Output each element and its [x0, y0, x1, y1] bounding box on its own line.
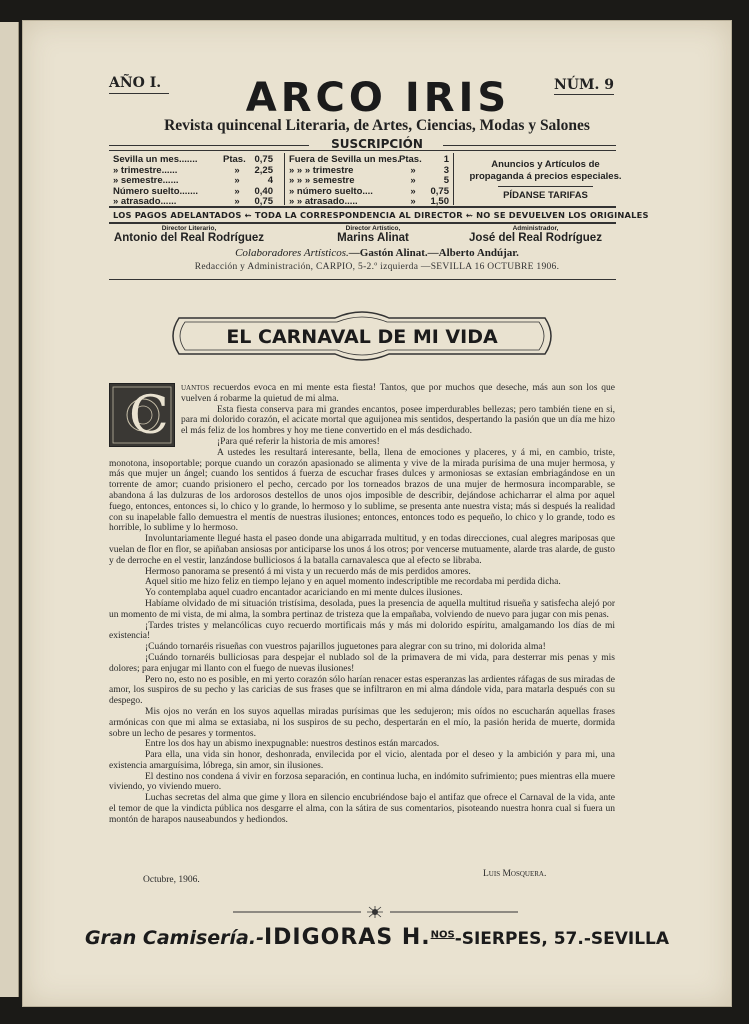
collaborators-label: Colaboradores Artísticos.	[235, 247, 349, 259]
subscription-row-price: 0,75	[254, 196, 273, 207]
subscription-row-price: 2,25	[254, 164, 273, 176]
ornamental-initial	[109, 383, 175, 447]
banner-frame	[165, 310, 559, 362]
paragraph: Hermoso panorama se presentó á mi vista y un recuerdo más de mis perdidos amores.	[145, 566, 471, 577]
paragraph: ¡Para qué referir la historia de mis amores!	[217, 436, 380, 447]
ditto-mark: »	[234, 164, 240, 176]
year-label: AÑO I.	[109, 75, 162, 91]
initial-c-icon	[109, 383, 175, 447]
newspaper-page	[22, 20, 732, 1007]
table-divider-2	[453, 153, 454, 205]
article-title-banner	[165, 310, 559, 362]
subscription-row	[289, 154, 449, 165]
staff-artistic-director	[293, 225, 453, 244]
subscription-row-label: » atrasado......	[113, 196, 177, 207]
footer-ad-part3	[431, 929, 669, 949]
initial-letter: C	[129, 386, 169, 446]
subscription-heading: SUSCRIPCIÓN	[331, 137, 423, 151]
paragraph: Mis ojos no verán en los suyos aquellas miradas purísimas que les sedujeron; mis oídos no escucharán aquellas frases armónicas con que mi alma se extasiaba, ni los suspiros de su pecho, despertarán en el mío, la pasión herida de muerte, dormida sobre un lecho de pesares y tormentos.	[109, 706, 615, 739]
subscription-row	[289, 175, 449, 186]
paragraph: A ustedes les resultará interesante, bella, llena de emociones y placeres, y á mi, en cambio, triste, monotona, insoportable; porque cuando un corazón apasionado se alimenta y vive de la mirada purísima de una mujer hermosa, y más que mujer un ángel; cuando los sentidos á fuerza de escuchar frases dulces y armoniosas se extasían embriagándose en un torrente de amor; cuando prisionero el pecho, cercado por los torneados brazos de una mujer de hermosura incomparable, se abandona á las dulzuras de los ardorosos destellos de unos ojos imposible de describir, dejándose achicharrar el alma por aquel fuego, entonces, entonces si, lo chico y lo grande, lo hermoso y lo sublime, se presenta ante nuestra vista; más si después la realidad con su inapelable fallo demuestra el mentís de nuestras ilusiones; entonces, entonces todo es pequeño, lo chico y lo grande, todo es horrible, lo sublime y lo hermoso.	[109, 447, 615, 534]
subscription-row-label: Fuera de Sevilla un mes.	[289, 154, 400, 165]
subscription-row-label: » semestre......	[113, 175, 179, 186]
rule-notice-bottom	[109, 222, 616, 224]
subscription-row-price: 1,50	[430, 196, 449, 207]
year-underline	[109, 93, 169, 94]
ads-text: Anuncios y Artículos de propaganda á precios especiales.	[469, 159, 622, 182]
paragraph: Para ella, una vida sin honor, deshonrada, envilecida por el vicio, alentada por el deseo y la ambición y para mi, una existencia amarguísima, lóbrega, sin amor, sin ilusiones.	[109, 750, 615, 771]
footer-ad-part1: Gran Camisería.-	[84, 927, 264, 949]
subscription-row-price: 0,75	[430, 185, 449, 197]
subscription-row-price: 5	[443, 175, 449, 186]
subscription-row-label: » » » trimestre	[289, 164, 354, 176]
staff-literary-director	[109, 225, 269, 244]
number-underline	[554, 94, 614, 95]
rule-right	[443, 145, 616, 146]
masthead-subtitle: Revista quincenal Literaria, de Artes, Ciencias, Modas y Salones	[164, 117, 590, 134]
ads-rule	[498, 186, 593, 187]
subscription-row	[289, 165, 449, 176]
subscription-row-label: » » atrasado.....	[289, 196, 358, 207]
subscription-row-label: Sevilla un mes.......	[113, 154, 198, 165]
ornament-divider-icon	[233, 906, 518, 918]
rule-top-table	[109, 150, 616, 151]
subscription-row	[289, 186, 449, 197]
ads-cta: PÍDANSE TARIFAS	[503, 190, 588, 201]
ditto-mark: »	[234, 175, 240, 186]
table-divider-1	[284, 153, 285, 205]
subscription-row	[113, 175, 273, 186]
article-title: EL CARNAVAL DE MI VIDA	[226, 326, 498, 348]
first-word: uantos	[181, 383, 210, 393]
ornament-divider	[233, 903, 518, 915]
staff-role: Director Artístico,	[345, 225, 401, 232]
paragraph: El destino nos condena á vivir en forzosa separación, en continua lucha, en indómito sufrimiento; pues mientras ella muere viviendo, yo viviendo muero.	[109, 771, 615, 793]
staff-role: Director Literario,	[161, 225, 217, 232]
address-line: Redacción y Administración, CARPIO, 5-2.º izquierda —SEVILLA 16 OCTUBRE 1906.	[194, 262, 560, 272]
ads-block	[463, 159, 628, 202]
article-body	[109, 383, 615, 826]
staff-role: Administrador,	[512, 225, 559, 232]
paragraph: Luchas secretas del alma que gime y llora en silencio encubriéndose bajo el antifaz que ofrece el Carnaval de la vida, ante el temor de que la vindicta pública nos desgarre el alma, con la sátira de sus comentarios, pisoteando nuestra honra cual si fuera un montón de harapos nauseabundos y hediondos.	[109, 793, 615, 825]
footer-ad-superscript: NOS	[430, 929, 455, 941]
payment-notice: LOS PAGOS ADELANTADOS ⇜ TODA LA CORRESPONDENCIA AL DIRECTOR ⇜ NO SE DEVUELVEN LOS ORIGINALES	[113, 210, 649, 220]
subscription-row-price: 0,75	[254, 154, 273, 165]
subscription-row-label: » » » semestre	[289, 175, 355, 186]
footer-ad-address: -SIERPES, 57.-SEVILLA	[454, 929, 670, 949]
price-header: Ptas.	[223, 154, 246, 165]
subscription-row-label: » trimestre......	[113, 164, 178, 176]
paragraph: Habíame olvidado de mi situación tristísima, desolada, pues la presencia de aquella multitud risueña y satisfecha alejó por un momento de mi vista, de mi alma, la sombra pertinaz de tristeza que la empañaba, volviendo de nuevo para jugar con mis penas.	[109, 598, 615, 620]
ditto-mark: »	[410, 175, 416, 186]
paragraph: Aquel sitio me hizo feliz en tiempo lejano y en aquel momento indescriptible me recordaba mi perdida dicha.	[145, 577, 561, 588]
subscription-row-price: 1	[443, 154, 449, 165]
paragraph: ¡Cuándo tornaréis risueñas con vuestros pajarillos juguetones para alegrar con su trino, mi dolorida alma!	[145, 642, 546, 653]
subscription-row-label: Número suelto.......	[113, 185, 198, 197]
subscription-row	[113, 154, 273, 165]
article-author: Luis Mosquera.	[483, 869, 547, 879]
price-header: Ptas.	[399, 154, 422, 165]
paragraph: Involuntariamente llegué hasta el paseo donde una abigarrada multitud, y en todas direcciones, cual alegres mariposas que vuelan de flor en flor, se apiñaban ansiosas por anticiparse los unos á los otros; por vencerse mutuamente, alarde tras alarde, de gusto y de derroche en el vestir, lanzándose bulliciosos á la batalla carnavalesca que al efecto se libraba.	[109, 534, 615, 566]
subscription-row	[113, 165, 273, 176]
article-paragraphs	[109, 405, 615, 826]
collaborators-line	[23, 247, 731, 259]
paragraph: Entre los dos hay un abismo inexpugnable: nuestros destinos están marcados.	[145, 739, 440, 750]
masthead-title: ARCO IRIS	[245, 75, 511, 121]
rule-notice-top	[109, 206, 616, 208]
staff-administrator	[448, 225, 623, 244]
ditto-mark: »	[410, 185, 416, 197]
paragraph: ¡Tardes tristes y melancólicas cuyo recuerdo mortificais más y más mi dolorido espíritu, amalgamando los días de mi existencia!	[109, 620, 615, 642]
paragraph: Yo contemplaba aquel cuadro encantador acariciando en mi mente dulces ilusiones.	[145, 588, 463, 599]
staff-name: Antonio del Real Rodríguez	[113, 232, 265, 244]
subscription-row-label: » número suelto....	[289, 185, 373, 197]
ditto-mark: »	[234, 185, 240, 197]
ditto-mark: »	[234, 196, 240, 207]
paragraph: Esta fiesta conserva para mi grandes encantos, posee imperdurables bellezas; pero también tiene en si, para mi dolorido corazón, el acicate mortal que aguijonea mis sentidos, despertando la pasión que un día me hizo el más feliz de los hombres y hoy me tiene convertido en el más desdichado.	[181, 404, 615, 437]
footer-advertisement	[23, 925, 731, 950]
subscription-row-price: 4	[267, 175, 273, 186]
footer-ad-part2: IDIGORAS H.	[263, 925, 431, 950]
ditto-mark: »	[410, 164, 416, 176]
paragraph: ¡Cuándo tornaréis bulliciosas para despejar el nublado sol de la primavera de mi vida, para desterrar mis penas y mis dolores; para enjugar mi llanto con el fuego de nuevas ilusiones!	[109, 652, 615, 674]
collaborators-names: —Gastón Alinat.—Alberto Andújar.	[348, 247, 519, 259]
subscription-row	[113, 186, 273, 197]
first-paragraph-text: recuerdos evoca en mi mente esta fiesta! Tantos, que por muchos que deseche, más aun son los que vuelven á robarme la quietud de mi alma.	[181, 383, 615, 404]
ditto-mark: »	[410, 196, 416, 207]
subscription-row-price: 3	[443, 164, 449, 176]
staff-name: Marins Alinat	[337, 232, 409, 244]
issue-number: NÚM. 9	[554, 77, 614, 93]
subscription-row-price: 0,40	[254, 185, 273, 197]
rule-header-bottom	[109, 279, 616, 280]
article-date: Octubre, 1906.	[143, 875, 200, 885]
staff-name: José del Real Rodríguez	[469, 232, 602, 244]
paragraph: Pero no, esto no es posible, en mi yerto corazón sólo harían renacer estas esperanzas las ardientes ráfagas de sus miradas de amor, los suspiros de su pecho y las caricias de sus frases que se infiltraron en mi alma dándole vida, para matarla después con su despego.	[109, 674, 615, 707]
left-page-edge	[0, 22, 19, 997]
